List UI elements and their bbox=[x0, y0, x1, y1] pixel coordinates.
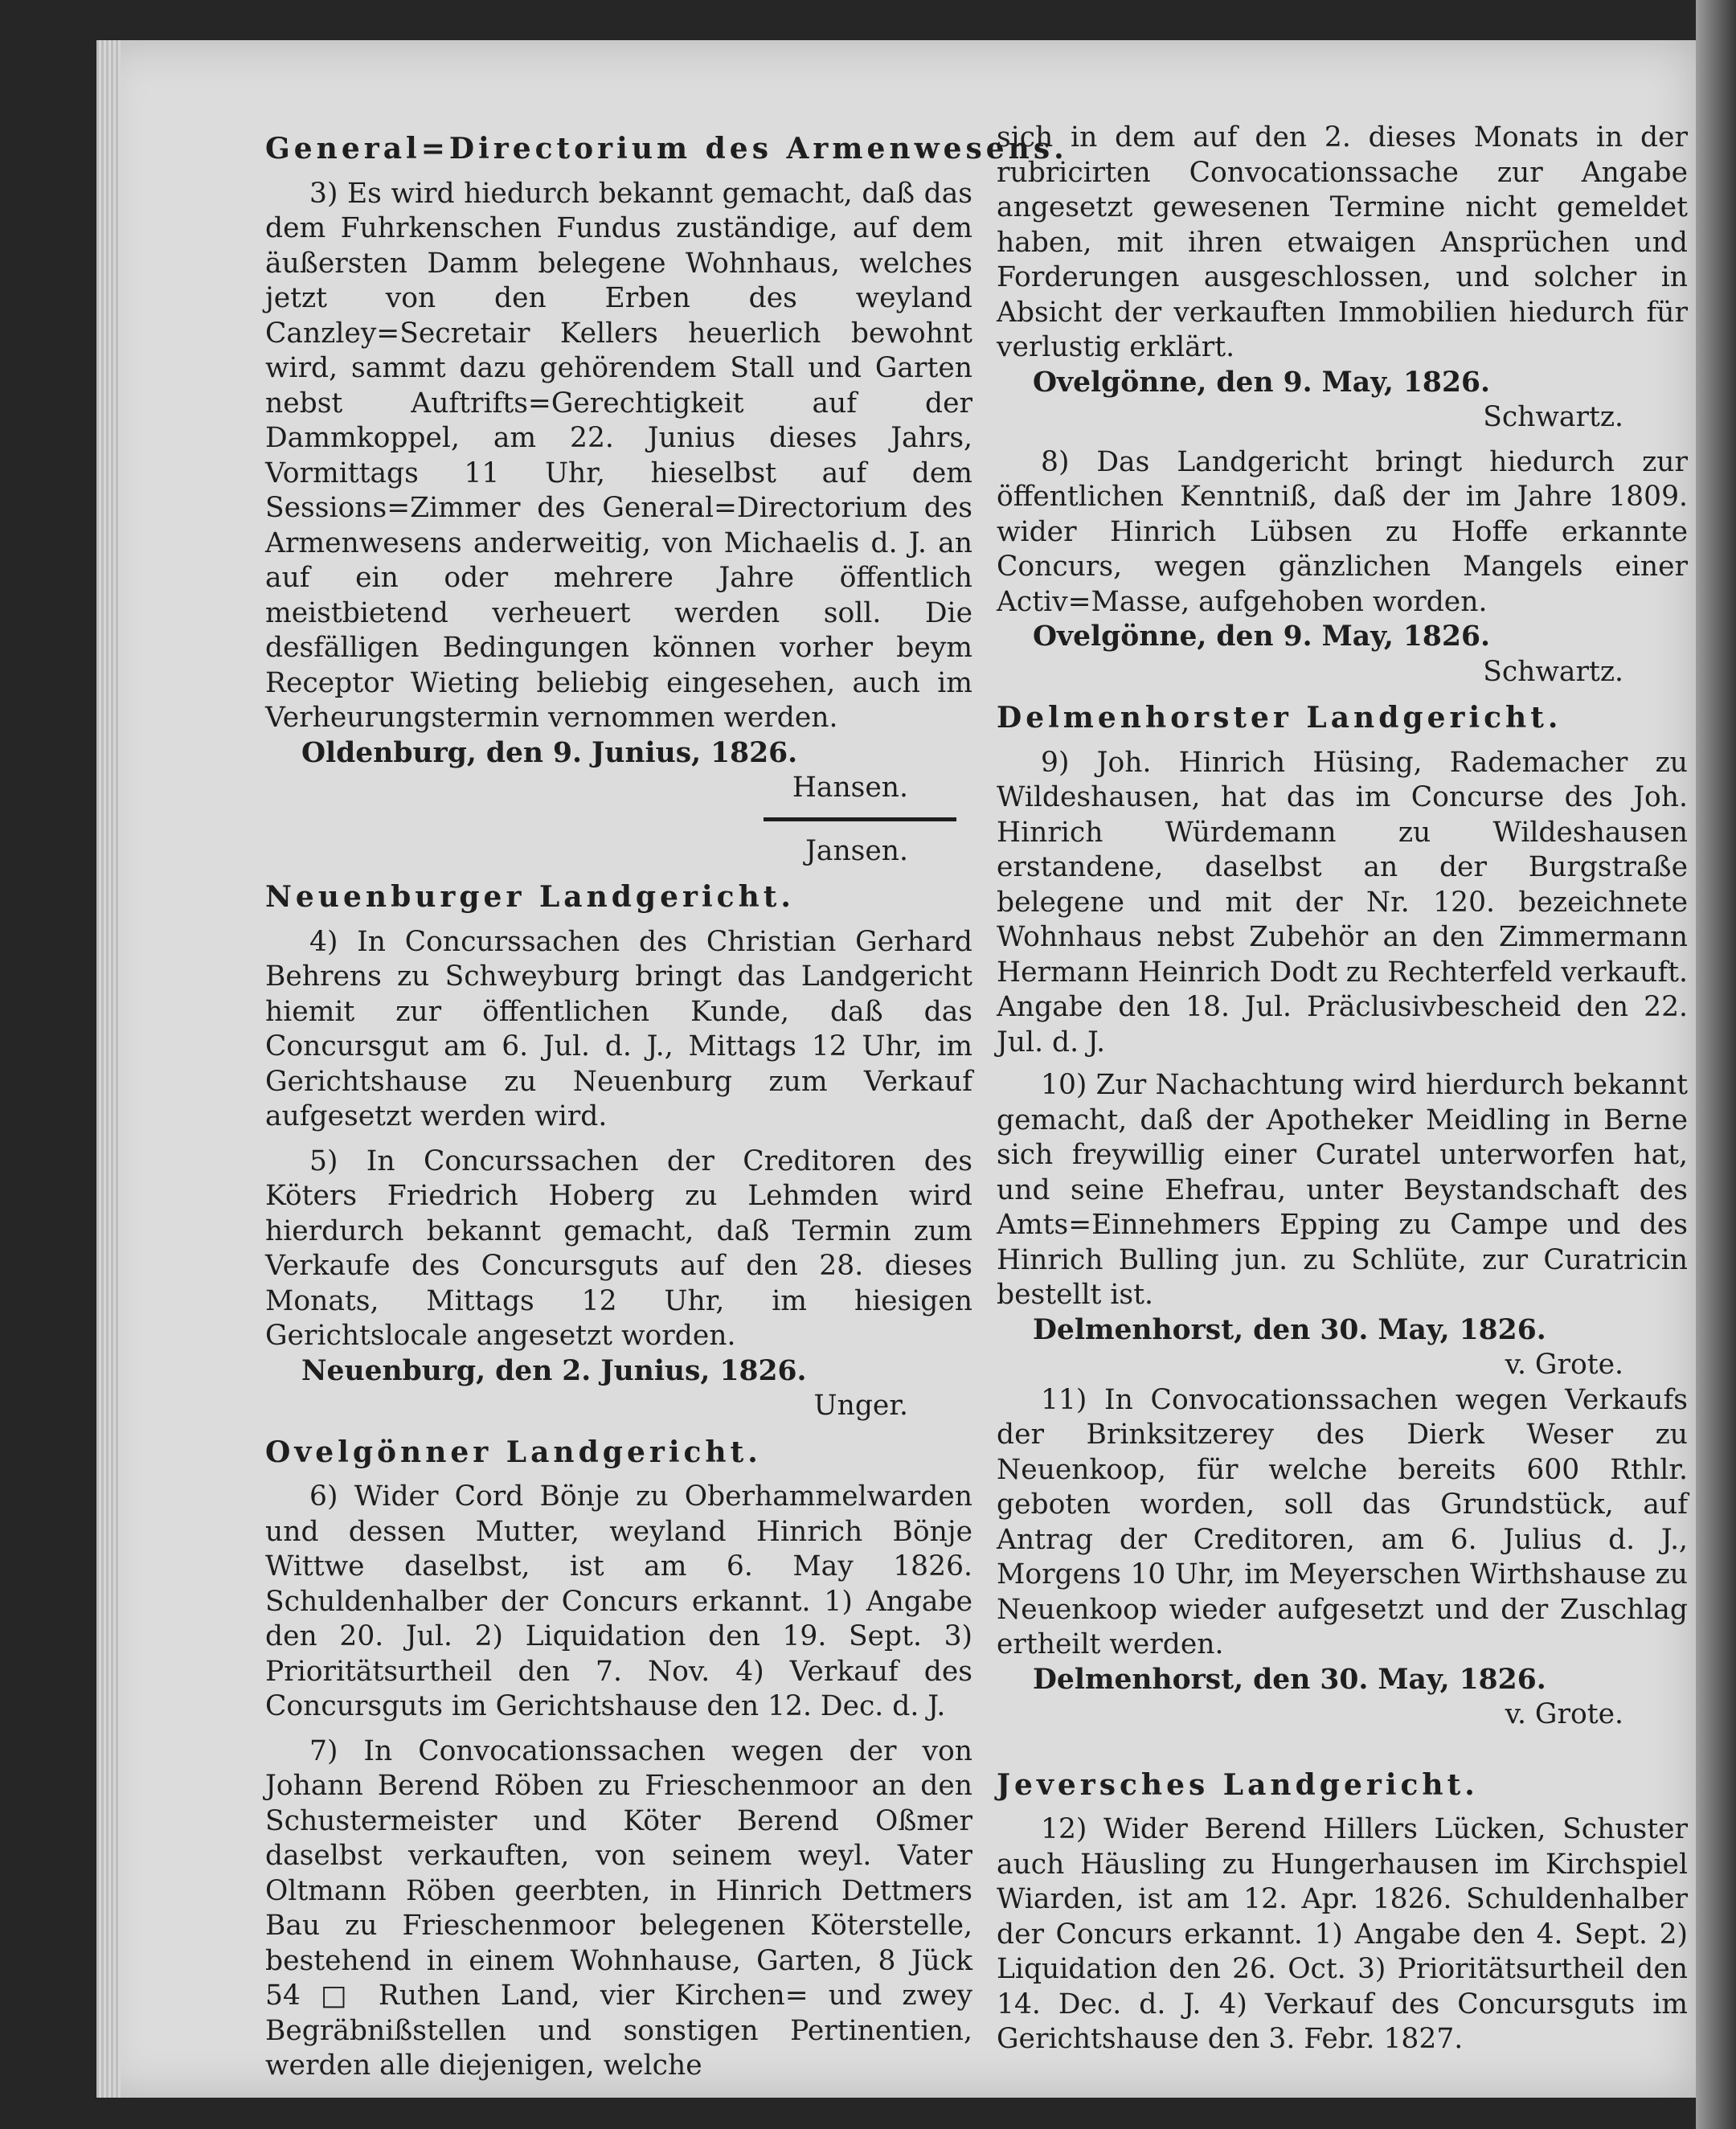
section-heading-general: General=Directorium des Armenwesens. bbox=[265, 132, 1068, 166]
notice-10-place-date: Delmenhorst, den 30. May, 1826. bbox=[1033, 1313, 1546, 1346]
notice-7-continued: sich in dem auf den 2. dieses Monats in der rubricirten Convocationssache zur Angabe angesetzt gewesenen Termine nicht gemeldet haben, mit ihren etwaigen Ansprüchen und Forderungen ausgeschlossen, und solcher in Absicht der verkauften Immobilien hiedurch für verlustig erklärt. bbox=[997, 121, 1688, 363]
section-heading-jever: Jeversches Landgericht. bbox=[997, 1767, 1479, 1802]
notice-11-signature: v. Grote. bbox=[1505, 1698, 1623, 1730]
notice-5-place-date: Neuenburg, den 2. Junius, 1826. bbox=[301, 1354, 807, 1387]
page-edges bbox=[96, 40, 121, 2098]
notice-10: 10) Zur Nachachtung wird hierdurch bekannt gemacht, daß der Apotheker Meidling in Berne sich freywillig einer Curatel unterworfen hat, und seine Ehefrau, unter Beystandschaft des Amts=Einnehmers Epping zu Campe und des Hinrich Bulling jun. zu Schlüte, zur Curatricin bestellt ist. bbox=[997, 1069, 1688, 1311]
notice-11: 11) In Convocationssachen wegen Verkaufs der Brinksitzerey des Dierk Weser zu Neuenkoop, für welche bereits 600 Rthlr. geboten worden, soll das Grundstück, auf Antrag der Creditoren, am 6. Julius d. J., Morgens 10 Uhr, im Meyerschen Wirthshause zu Neuenkoop wieder aufgesetzt und der Zuschlag ertheilt werden. bbox=[997, 1383, 1688, 1660]
notice-8-place-date: Ovelgönne, den 9. May, 1826. bbox=[1033, 620, 1490, 653]
notice-3-signature-2: Jansen. bbox=[805, 834, 908, 867]
notice-10-signature: v. Grote. bbox=[1505, 1349, 1623, 1381]
left-column bbox=[265, 121, 1068, 2084]
right-column bbox=[997, 121, 1688, 2057]
notice-8: 8) Das Landgericht bringt hiedurch zur öffentlichen Kenntniß, daß der im Jahre 1809. wider Hinrich Lübsen zu Hoffe erkannte Concurs, wegen gänzlichen Mangels einer Activ=Masse, aufgehoben worden. bbox=[997, 445, 1688, 618]
notice-12: 12) Wider Berend Hillers Lücken, Schuster auch Häusling zu Hungerhausen im Kirchspiel Wiarden, ist am 12. Apr. 1826. Schuldenhalber der Concurs erkannt. 1) Angabe den 4. Sept. 2) Liquidation den 26. Oct. 3) Prioritätsurtheil den 14. Dec. d. J. 4) Verkauf des Concursguts im Gerichtshause den 3. Febr. 1827. bbox=[997, 1813, 1688, 2055]
book-spine bbox=[1696, 0, 1736, 2129]
section-heading-ovelgoenne: Ovelgönner Landgericht. bbox=[265, 1435, 762, 1469]
section-heading-delmenhorst: Delmenhorster Landgericht. bbox=[997, 701, 1562, 735]
notice-8-signature: Schwartz. bbox=[1483, 655, 1623, 688]
notice-7-place-date: Ovelgönne, den 9. May, 1826. bbox=[1033, 366, 1490, 399]
notice-4: 4) In Concurssachen des Christian Gerhard Behrens zu Schweyburg bringt das Landgericht hiemit zur öffentlichen Kunde, daß das Concursgut am 6. Jul. d. J., Mittags 12 Uhr, im Gerichtshause zu Neuenburg zum Verkauf aufgesetzt werden wird. bbox=[265, 925, 972, 1132]
notice-7: 7) In Convocationssachen wegen der von Johann Berend Röben zu Frieschenmoor an den Schustermeister und Köter Berend Oßmer daselbst verkauften, von seinem weyl. Vater Oltmann Röben geerbten, in Hinrich Dettmers Bau zu Frieschenmoor belegenen Köterstelle, bestehend in einem Wohnhause, Garten, 8 Jück 54 □ Ruthen Land, vier Kirchen= und zwey Begräbnißstellen und sonstigen Pertinentien, werden alle diejenigen, welche bbox=[265, 1734, 972, 2082]
notice-6: 6) Wider Cord Bönje zu Oberhammelwarden und dessen Mutter, weyland Hinrich Bönje Wittwe daselbst, ist am 6. May 1826. Schuldenhalber der Concurs erkannt. 1) Angabe den 20. Jul. 2) Liquidation den 19. Sept. 3) Prioritätsurtheil den 7. Nov. 4) Verkauf des Concursguts im Gerichtshause den 12. Dec. d. J. bbox=[265, 1480, 972, 1722]
separator-rule bbox=[764, 817, 956, 821]
notice-9: 9) Joh. Hinrich Hüsing, Rademacher zu Wildeshausen, hat das im Concurse des Joh. Hinrich Würdemann zu Wildeshausen erstandene, daselbst an der Burgstraße belegene und mit der Nr. 120. bezeichnete Wohnhaus nebst Zubehör an den Zimmermann Hermann Heinrich Dodt zu Rechterfeld verkauft. Angabe den 18. Jul. Präclusivbescheid den 22. Jul. d. J. bbox=[997, 746, 1688, 1058]
notice-3-signature: Hansen. bbox=[792, 772, 908, 804]
notice-11-place-date: Delmenhorst, den 30. May, 1826. bbox=[1033, 1663, 1546, 1696]
section-heading-neuenburg: Neuenburger Landgericht. bbox=[265, 880, 795, 914]
notice-5: 5) In Concurssachen der Creditoren des Köters Friedrich Hoberg zu Lehmden wird hierdurch bekannt gemacht, daß Termin zum Verkaufe des Concursguts auf den 28. dieses Monats, Mittags 12 Uhr, im hiesigen Gerichtslocale angesetzt worden. bbox=[265, 1144, 972, 1352]
notice-7-signature: Schwartz. bbox=[1483, 401, 1623, 433]
notice-3: 3) Es wird hiedurch bekannt gemacht, daß das dem Fuhrkenschen Fundus zuständige, auf dem äußersten Damm belegene Wohnhaus, welches jetzt von den Erben des weyland Canzley=Secretair Kellers heuerlich bewohnt wird, sammt dazu gehörendem Stall und Garten nebst Auftrifts=Gerechtigkeit auf der Dammkoppel, am 22. Junius dieses Jahrs, Vormittags 11 Uhr, hieselbst auf dem Sessions=Zimmer des General=Directorium des Armenwesens anderweitig, von Michaelis d. J. an auf ein oder mehrere Jahre öffentlich meistbietend verheuert werden soll. Die desfälligen Bedingungen können vorher beym Receptor Wieting beliebig eingesehen, auch im Verheurungstermin vernommen werden. bbox=[265, 177, 972, 734]
notice-5-signature: Unger. bbox=[813, 1390, 908, 1422]
notice-3-place-date: Oldenburg, den 9. Junius, 1826. bbox=[301, 736, 798, 769]
